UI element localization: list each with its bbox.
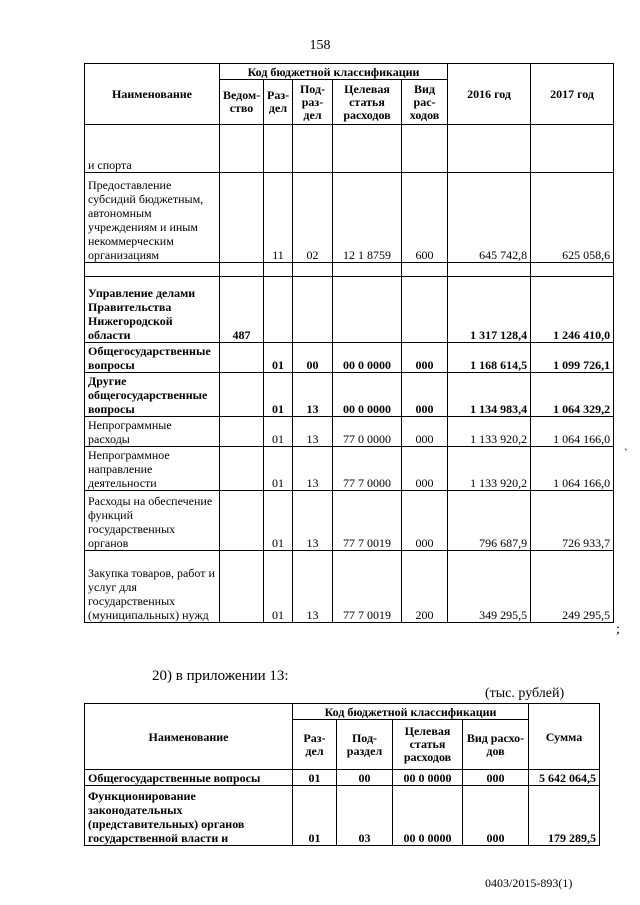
cell-ved (220, 263, 264, 277)
document-code: 0403/2015-893(1) (485, 876, 573, 890)
cell-podrazdel: 00 (293, 343, 333, 373)
page-number: 158 (309, 38, 331, 53)
header-razdel: Раз-дел (264, 80, 293, 125)
cell-y2017: 1 099 726,1 (531, 343, 614, 373)
cell-y2016: 1 168 614,5 (448, 343, 531, 373)
cell-vid: 600 (402, 173, 448, 263)
cell-name: Другие общегосударственные вопросы (85, 373, 220, 417)
header-vid: Вид расхо-дов (463, 720, 529, 770)
cell-y2017: 1 246 410,0 (531, 277, 614, 343)
cell-name: Непрограммные расходы (85, 417, 220, 447)
cell-ved (220, 491, 264, 551)
cell-ved (220, 373, 264, 417)
cell-podrazdel (293, 263, 333, 277)
header-razdel: Раз-дел (293, 720, 337, 770)
header-code-group: Код бюджетной классификации (293, 704, 529, 720)
cell-podrazdel: 13 (293, 447, 333, 491)
cell-name: Расходы на обеспечение функций государственных органов (85, 491, 220, 551)
cell-razdel: 01 (264, 491, 293, 551)
cell-ved: 487 (220, 277, 264, 343)
cell-podrazdel: 02 (293, 173, 333, 263)
table-row (85, 277, 614, 343)
cell-y2016 (448, 263, 531, 277)
cell-razdel: 01 (264, 447, 293, 491)
cell-name: Общегосударственные вопросы (85, 770, 293, 786)
cell-y2016: 1 134 983,4 (448, 373, 531, 417)
cell-vid: 000 (402, 343, 448, 373)
cell-podrazdel: 00 (337, 770, 393, 786)
cell-ved (220, 447, 264, 491)
cell-podrazdel: 13 (293, 373, 333, 417)
cell-y2017: 625 058,6 (531, 173, 614, 263)
budget-table-functional (84, 703, 600, 846)
header-celevaya: Целевая статья расходов (333, 80, 402, 125)
cell-y2017 (531, 125, 614, 173)
cell-podrazdel: 03 (337, 786, 393, 846)
header-podrazdel: Под-раз-дел (293, 80, 333, 125)
cell-razdel: 11 (264, 173, 293, 263)
cell-ved (220, 417, 264, 447)
cell-vid: 200 (402, 551, 448, 623)
cell-vid: 000 (463, 786, 529, 846)
cell-vid: 000 (402, 373, 448, 417)
cell-name: Непрограммное направление деятельности (85, 447, 220, 491)
cell-podrazdel: 13 (293, 417, 333, 447)
cell-cs: 77 7 0000 (333, 447, 402, 491)
cell-podrazdel (293, 277, 333, 343)
cell-y2016: 1 317 128,4 (448, 277, 531, 343)
cell-summa: 179 289,5 (529, 786, 600, 846)
cell-cs: 00 0 0000 (333, 373, 402, 417)
cell-cs: 00 0 0000 (333, 343, 402, 373)
cell-cs (333, 263, 402, 277)
cell-razdel: 01 (264, 417, 293, 447)
table-row (85, 770, 600, 786)
header-vedomstvo: Ведом-ство (220, 80, 264, 125)
cell-y2017: 1 064 166,0 (531, 447, 614, 491)
cell-name: Управление делами Правительства Нижегородской области (85, 277, 220, 343)
cell-razdel: 01 (264, 373, 293, 417)
cell-y2016: 1 133 920,2 (448, 447, 531, 491)
cell-razdel (264, 263, 293, 277)
cell-name: Общегосударственные вопросы (85, 343, 220, 373)
table-row (85, 343, 614, 373)
cell-razdel: 01 (264, 343, 293, 373)
cell-razdel: 01 (264, 551, 293, 623)
table-row (85, 551, 614, 623)
cell-podrazdel (293, 125, 333, 173)
cell-summa: 5 642 064,5 (529, 770, 600, 786)
cell-name: и спорта (85, 125, 220, 173)
cell-razdel (264, 125, 293, 173)
cell-vid: 000 (463, 770, 529, 786)
table-row (85, 263, 614, 277)
cell-y2016: 796 687,9 (448, 491, 531, 551)
cell-vid: 000 (402, 447, 448, 491)
cell-vid: 000 (402, 417, 448, 447)
cell-y2016: 349 295,5 (448, 551, 531, 623)
cell-y2017: 1 064 166,0 (531, 417, 614, 447)
cell-y2016: 1 133 920,2 (448, 417, 531, 447)
cell-name: Функционирование законодательных (представительных) органов государственной власти и (85, 786, 293, 846)
cell-y2016 (448, 125, 531, 173)
cell-name (85, 263, 220, 277)
cell-name: Предоставление субсидий бюджетным, автономным учреждениям и иным некоммерческим организациям (85, 173, 220, 263)
table-row (85, 491, 614, 551)
cell-ved (220, 551, 264, 623)
cell-name: Закупка товаров, работ и услуг для государственных (муниципальных) нужд (85, 551, 220, 623)
table-row (85, 373, 614, 417)
cell-cs: 77 0 0000 (333, 417, 402, 447)
table-row (85, 417, 614, 447)
cell-vid (402, 263, 448, 277)
cell-y2016: 645 742,8 (448, 173, 531, 263)
cell-cs: 00 0 0000 (393, 786, 463, 846)
header-code-group: Код бюджетной классификации (220, 64, 448, 80)
table-row (85, 786, 600, 846)
cell-razdel: 01 (293, 770, 337, 786)
header-name: Наименование (85, 64, 220, 125)
cell-ved (220, 125, 264, 173)
header-name: Наименование (85, 704, 293, 770)
header-vid: Вид рас-ходов (402, 80, 448, 125)
cell-vid (402, 277, 448, 343)
semicolon-mark: ; (616, 622, 620, 637)
header-2017: 2017 год (531, 64, 614, 125)
table-row (85, 173, 614, 263)
table-row (85, 125, 614, 173)
header-podrazdel: Под-раздел (337, 720, 393, 770)
header-2016: 2016 год (448, 64, 531, 125)
stray-mark: ` (624, 446, 628, 460)
cell-cs: 12 1 8759 (333, 173, 402, 263)
cell-cs (333, 125, 402, 173)
cell-razdel: 01 (293, 786, 337, 846)
cell-cs: 77 7 0019 (333, 491, 402, 551)
cell-ved (220, 343, 264, 373)
cell-podrazdel: 13 (293, 491, 333, 551)
cell-cs: 00 0 0000 (393, 770, 463, 786)
cell-vid: 000 (402, 491, 448, 551)
cell-y2017 (531, 263, 614, 277)
cell-podrazdel: 13 (293, 551, 333, 623)
header-summa: Сумма (529, 704, 600, 770)
cell-cs (333, 277, 402, 343)
cell-ved (220, 173, 264, 263)
cell-vid (402, 125, 448, 173)
table-row (85, 447, 614, 491)
header-celevaya: Целевая статья расходов (393, 720, 463, 770)
cell-y2017: 726 933,7 (531, 491, 614, 551)
cell-y2017: 249 295,5 (531, 551, 614, 623)
cell-razdel (264, 277, 293, 343)
budget-table-departmental (84, 63, 614, 623)
cell-cs: 77 7 0019 (333, 551, 402, 623)
appendix-intro: 20) в приложении 13: (152, 668, 289, 684)
cell-y2017: 1 064 329,2 (531, 373, 614, 417)
unit-note: (тыс. рублей) (485, 686, 565, 701)
